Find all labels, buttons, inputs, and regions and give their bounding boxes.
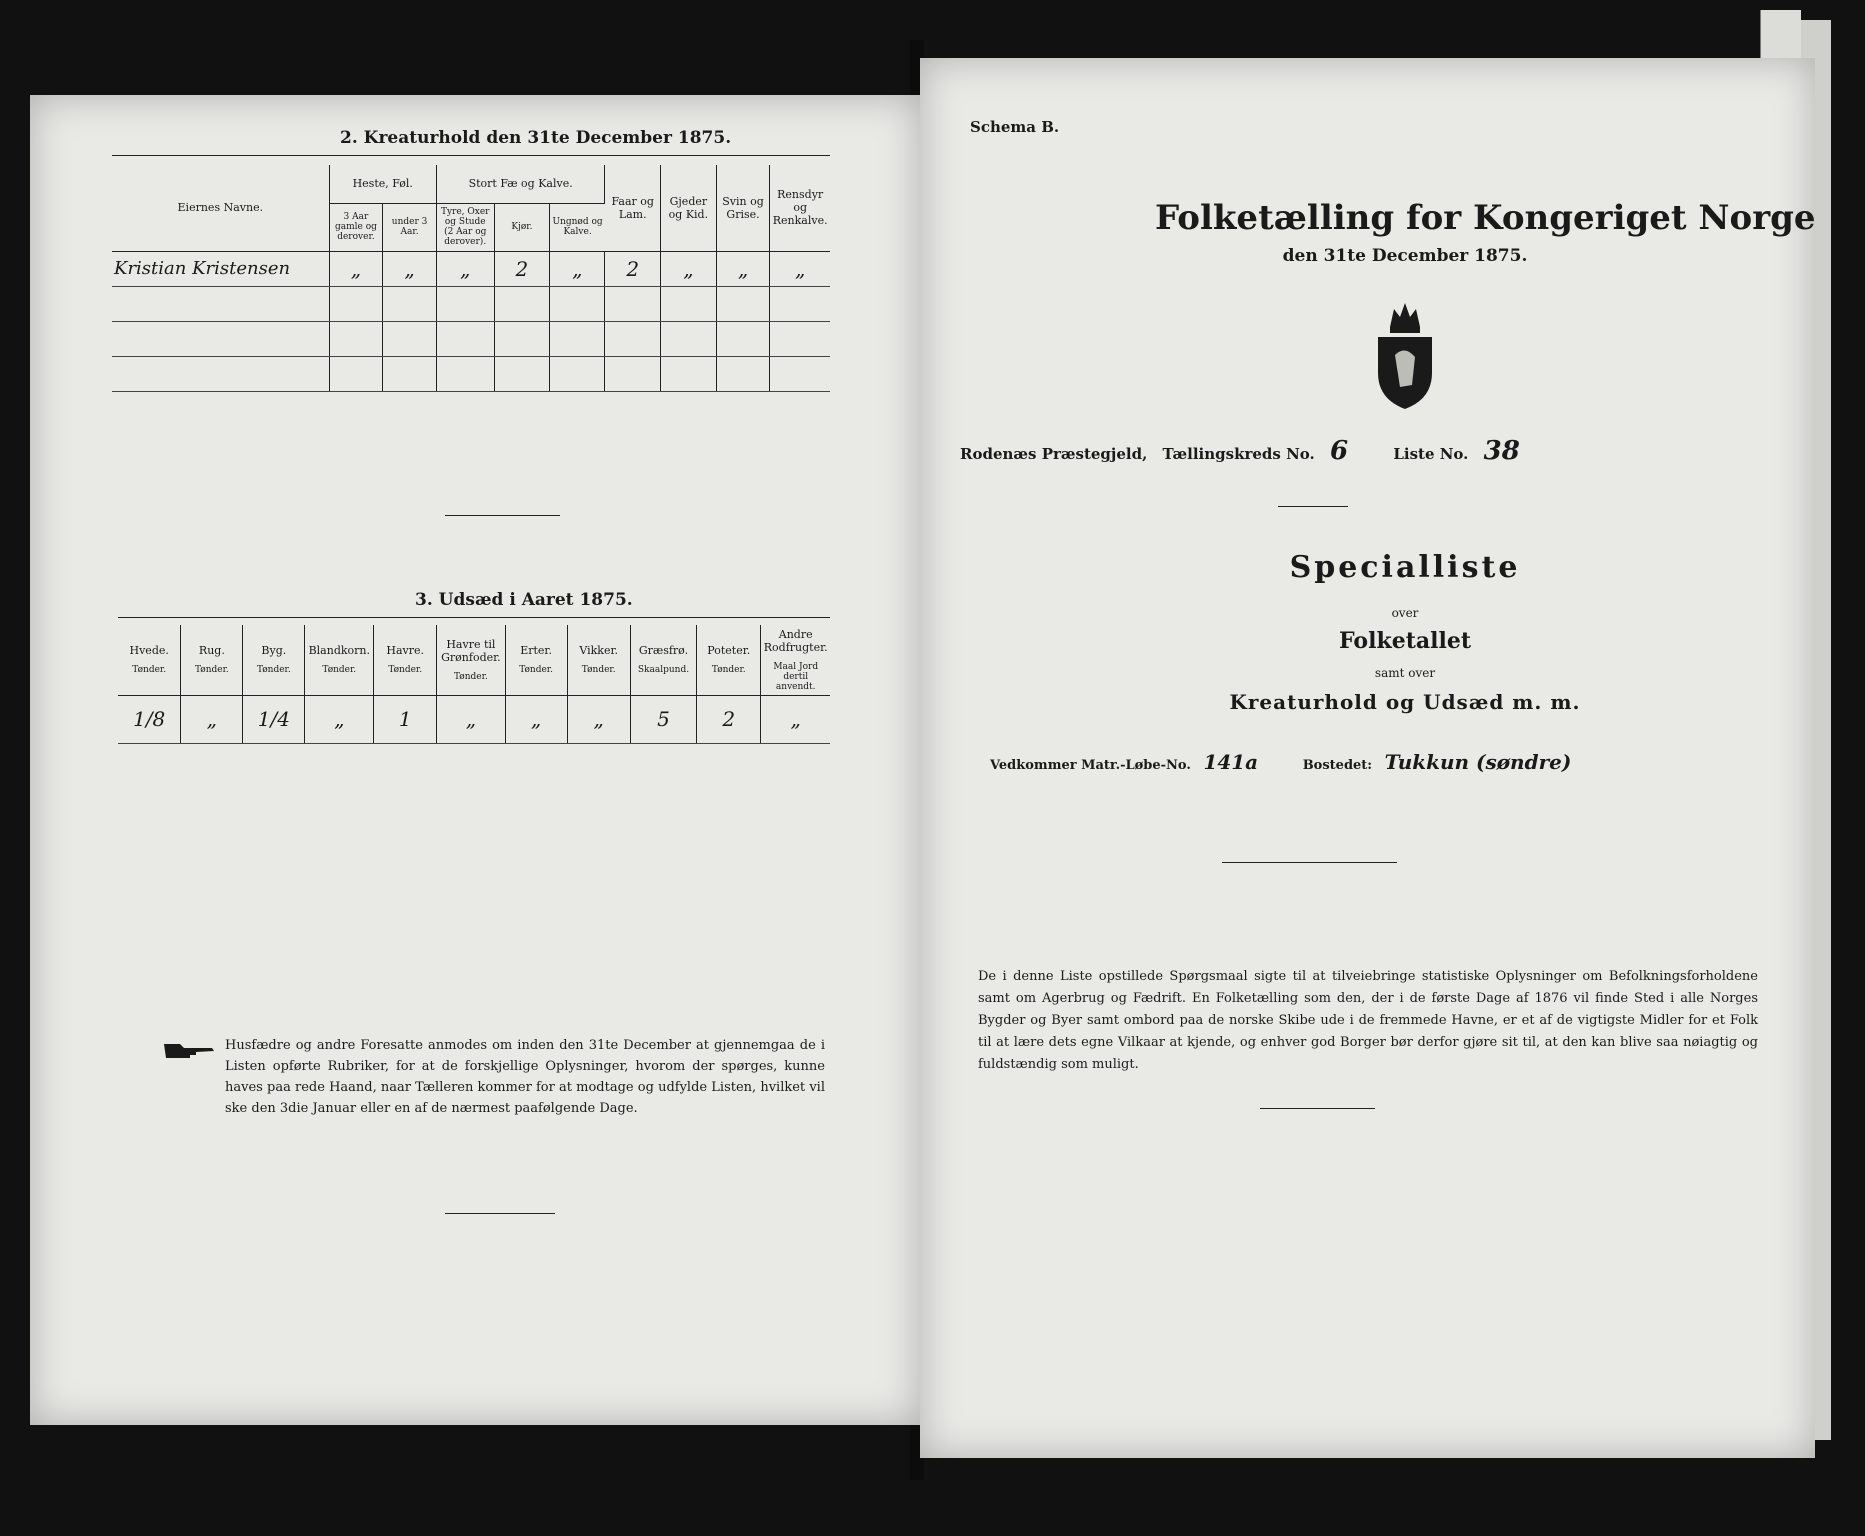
seed-crop-name: Vikker. (579, 644, 619, 658)
seed-crop-name: Andre Rodfrugter. (763, 627, 828, 654)
owner-header: Eiernes Navne. (112, 165, 329, 251)
matr-line (990, 750, 1571, 774)
seed-value-0: 1/8 (118, 695, 181, 743)
seed-crop-name: Blandkorn. (308, 644, 370, 658)
cell-goats: „ (661, 251, 717, 286)
matr-number: 141a (1203, 750, 1259, 774)
goats-header: Gjeder og Kid. (661, 165, 717, 251)
table-top-rule (112, 155, 830, 156)
seed-value-5: „ (437, 695, 505, 743)
seed-crop-name: Erter. (520, 644, 552, 658)
table-row (118, 695, 830, 743)
seed-crop-name: Rug. (198, 644, 225, 658)
list-label: Liste No. (1393, 445, 1469, 463)
seed-header-8 (630, 625, 696, 695)
district-label: Tællingskreds No. (1162, 445, 1315, 463)
cattle-header: Stort Fæ og Kalve. (436, 165, 605, 203)
specialliste-title: Specialliste (1289, 550, 1521, 585)
seed-unit: Tønder. (519, 665, 553, 676)
seed-value-4: 1 (374, 695, 437, 743)
cattle-cows-header: Kjør. (494, 203, 550, 251)
horses-header: Heste, Føl. (329, 165, 436, 203)
seed-unit: Tønder. (388, 665, 423, 676)
seed-unit: Tønder. (256, 665, 291, 676)
divider-bottom (445, 1213, 555, 1214)
horses-3plus-header: 3 Aar gamle og derover. (329, 203, 383, 251)
seed-value-1: „ (181, 695, 243, 743)
seed-crop-name: Poteter. (707, 644, 751, 658)
seed-unit: Tønder. (322, 665, 357, 676)
cattle-bulls-header: Tyre, Oxer og Stude (2 Aar og derover). (436, 203, 494, 251)
sheep-header: Faar og Lam. (605, 165, 661, 251)
seed-unit: Tønder. (194, 665, 229, 676)
kreaturhold-title: Kreaturhold og Udsæd m. m. (1229, 690, 1581, 714)
seed-value-7: „ (567, 695, 630, 743)
seed-value-10: „ (761, 695, 830, 743)
seed-crop-name: Byg. (261, 644, 287, 658)
seed-header-7 (567, 625, 630, 695)
seed-value-8: 5 (630, 695, 696, 743)
seed-header-3 (305, 625, 374, 695)
reindeer-header: Rensdyr og Renkalve. (770, 165, 830, 251)
seed-header-10 (761, 625, 830, 695)
table-row (112, 286, 830, 321)
main-title: Folketælling for Kongeriget Norge (1155, 198, 1816, 238)
seed-unit: Skaalpund. (637, 665, 690, 676)
folketallet-title: Folketallet (1339, 628, 1471, 654)
seed-header-0 (118, 625, 181, 695)
seed-table-top-rule (118, 617, 830, 618)
samt-over-text: samt over (1374, 666, 1436, 680)
cell-sheep: 2 (605, 251, 661, 286)
divider (1278, 506, 1348, 507)
seed-header-6 (505, 625, 567, 695)
bostedet-label: Bostedet: (1302, 758, 1373, 773)
seed-unit: Tønder. (711, 665, 746, 676)
owner-name: Kristian Kristensen (112, 251, 329, 286)
divider-bottom (1260, 1108, 1375, 1109)
seed-crop-name: Græsfrø. (638, 644, 689, 658)
pigs-header: Svin og Grise. (716, 165, 770, 251)
seed-header-1 (181, 625, 243, 695)
seed-crop-name: Havre. (386, 644, 425, 658)
cell-horses-3plus: „ (329, 251, 383, 286)
seed-header-2 (243, 625, 305, 695)
matr-label: Vedkommer Matr.-Løbe-No. (990, 758, 1191, 773)
seed-value-3: „ (305, 695, 374, 743)
seed-header-5 (437, 625, 505, 695)
seed-crop-name: Havre til Grønfoder. (441, 637, 501, 664)
over-text: over (1391, 606, 1419, 620)
seed-crop-name: Hvede. (129, 644, 169, 658)
horses-under3-header: under 3 Aar. (383, 203, 437, 251)
cell-cattle-bulls: „ (436, 251, 494, 286)
district-number: 6 (1330, 436, 1349, 466)
livestock-table (112, 165, 830, 392)
table-row (112, 251, 830, 286)
pointing-hand-icon (162, 1040, 217, 1062)
bostedet-value: Tukkun (søndre) (1384, 750, 1572, 774)
date-line: den 31te December 1875. (1282, 246, 1528, 266)
right-page (920, 58, 1815, 1458)
coat-of-arms-icon (1360, 295, 1450, 415)
divider (1222, 862, 1397, 863)
cattle-young-header: Ungnød og Kalve. (550, 203, 605, 251)
section3-title: 3. Udsæd i Aaret 1875. (415, 590, 633, 610)
cell-horses-under3: „ (383, 251, 437, 286)
seed-header-9 (697, 625, 761, 695)
seed-unit: Tønder. (132, 665, 167, 676)
seed-value-6: „ (505, 695, 567, 743)
cell-pigs: „ (716, 251, 770, 286)
section2-title: 2. Kreaturhold den 31te December 1875. (340, 128, 732, 148)
seed-header-4 (374, 625, 437, 695)
seed-value-2: 1/4 (243, 695, 305, 743)
seed-value-9: 2 (697, 695, 761, 743)
seed-unit: Maal Jord dertil anvendt. (773, 661, 819, 692)
list-number: 38 (1483, 436, 1520, 466)
table-row (112, 356, 830, 391)
cell-reindeer: „ (770, 251, 830, 286)
table-row (112, 321, 830, 356)
instructions-paragraph: De i denne Liste opstillede Spørgsmaal sigte til at tilveiebringe statistiske Oplysninger om Befolkningsforholdene samt om Agerbrug og Fædrift. En Folketælling som den, der i de første Dage af 1876 vil finde Sted i alle Norges Bygder og Byer samt ombord paa de norske Skibe ude i de fremmede Havne, er et af de vigtigste Midler for et Folk til at lære dets egne Vilkaar at kjende, og enhver god Borger bør derfor gjøre sit til, at den kan blive saa nøiagtig og fuldstændig som muligt. (978, 969, 1758, 1072)
district-line (960, 436, 1520, 466)
cell-cattle-cows: 2 (494, 251, 550, 286)
left-page (30, 95, 920, 1425)
seed-unit: Tønder. (454, 671, 488, 682)
schema-label: Schema B. (970, 118, 1060, 136)
cell-cattle-young: „ (550, 251, 605, 286)
householder-notice: Husfædre og andre Foresatte anmodes om inden den 31te December at gjennemgaa de i Listen opførte Rubriker, for at de forskjellige Oplysninger, hvorom der spørges, kunne haves paa rede Haand, naar Tælleren kommer for at modtage og udfylde Listen, hvilket vil ske den 3die Januar eller en af de nærmest paafølgende Dage. (225, 1038, 825, 1116)
parish-label: Rodenæs Præstegjeld, (960, 445, 1148, 463)
divider (445, 515, 560, 516)
seed-table (118, 625, 830, 744)
seed-unit: Tønder. (581, 665, 616, 676)
